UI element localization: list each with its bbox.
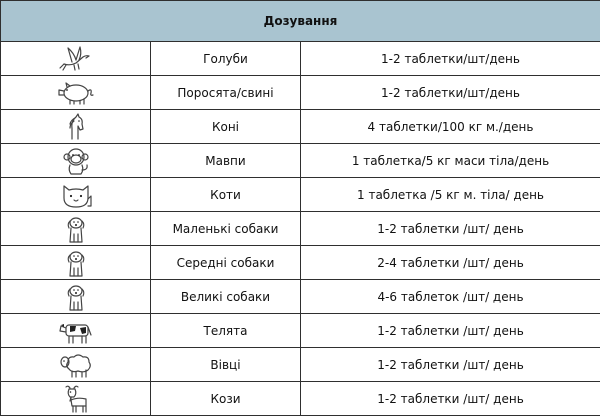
dose-value: 1-2 таблетки/шт/день [301, 42, 600, 76]
table-row [1, 348, 600, 382]
large-dog-icon [56, 282, 96, 312]
animal-name: Кози [151, 382, 301, 416]
table-row [1, 280, 600, 314]
dove-icon [56, 44, 96, 74]
animal-name: Коні [151, 110, 301, 144]
dose-value: 1-2 таблетки /шт/ день [301, 314, 600, 348]
animal-icon-cell [1, 314, 151, 348]
animal-icon-cell [1, 348, 151, 382]
small-dog-icon [56, 214, 96, 244]
animal-icon-cell [1, 178, 151, 212]
table-row [1, 76, 600, 110]
animal-name: Середні собаки [151, 246, 301, 280]
animal-icon-cell [1, 110, 151, 144]
dose-value: 4 таблетки/100 кг м./день [301, 110, 600, 144]
animal-name: Мавпи [151, 144, 301, 178]
animal-name: Голуби [151, 42, 301, 76]
table-title: Дозування [1, 1, 600, 42]
table-row [1, 314, 600, 348]
table-row [1, 212, 600, 246]
goat-icon [56, 384, 96, 414]
dose-value: 2-4 таблетки /шт/ день [301, 246, 600, 280]
dose-value: 4-6 таблеток /шт/ день [301, 280, 600, 314]
table-row [1, 110, 600, 144]
table-row [1, 42, 600, 76]
table-header-row [1, 1, 600, 42]
cat-icon [56, 180, 96, 210]
animal-name: Вівці [151, 348, 301, 382]
horse-icon [56, 112, 96, 142]
dose-value: 1-2 таблетки /шт/ день [301, 212, 600, 246]
medium-dog-icon [56, 248, 96, 278]
animal-name: Поросята/свині [151, 76, 301, 110]
sheep-icon [56, 350, 96, 380]
animal-name: Великі собаки [151, 280, 301, 314]
table-row [1, 382, 600, 416]
pig-icon [56, 78, 96, 108]
animal-name: Телята [151, 314, 301, 348]
dose-value: 1 таблетка /5 кг м. тіла/ день [301, 178, 600, 212]
animal-icon-cell [1, 382, 151, 416]
monkey-icon [56, 146, 96, 176]
dose-value: 1-2 таблетки /шт/ день [301, 348, 600, 382]
animal-icon-cell [1, 76, 151, 110]
calf-icon [56, 316, 96, 346]
animal-icon-cell [1, 280, 151, 314]
animal-icon-cell [1, 144, 151, 178]
dose-value: 1-2 таблетки/шт/день [301, 76, 600, 110]
dose-value: 1 таблетка/5 кг маси тіла/день [301, 144, 600, 178]
table-row [1, 144, 600, 178]
animal-icon-cell [1, 42, 151, 76]
animal-icon-cell [1, 212, 151, 246]
table-row [1, 178, 600, 212]
animal-name: Коти [151, 178, 301, 212]
dose-value: 1-2 таблетки /шт/ день [301, 382, 600, 416]
animal-icon-cell [1, 246, 151, 280]
table-row [1, 246, 600, 280]
animal-name: Маленькі собаки [151, 212, 301, 246]
